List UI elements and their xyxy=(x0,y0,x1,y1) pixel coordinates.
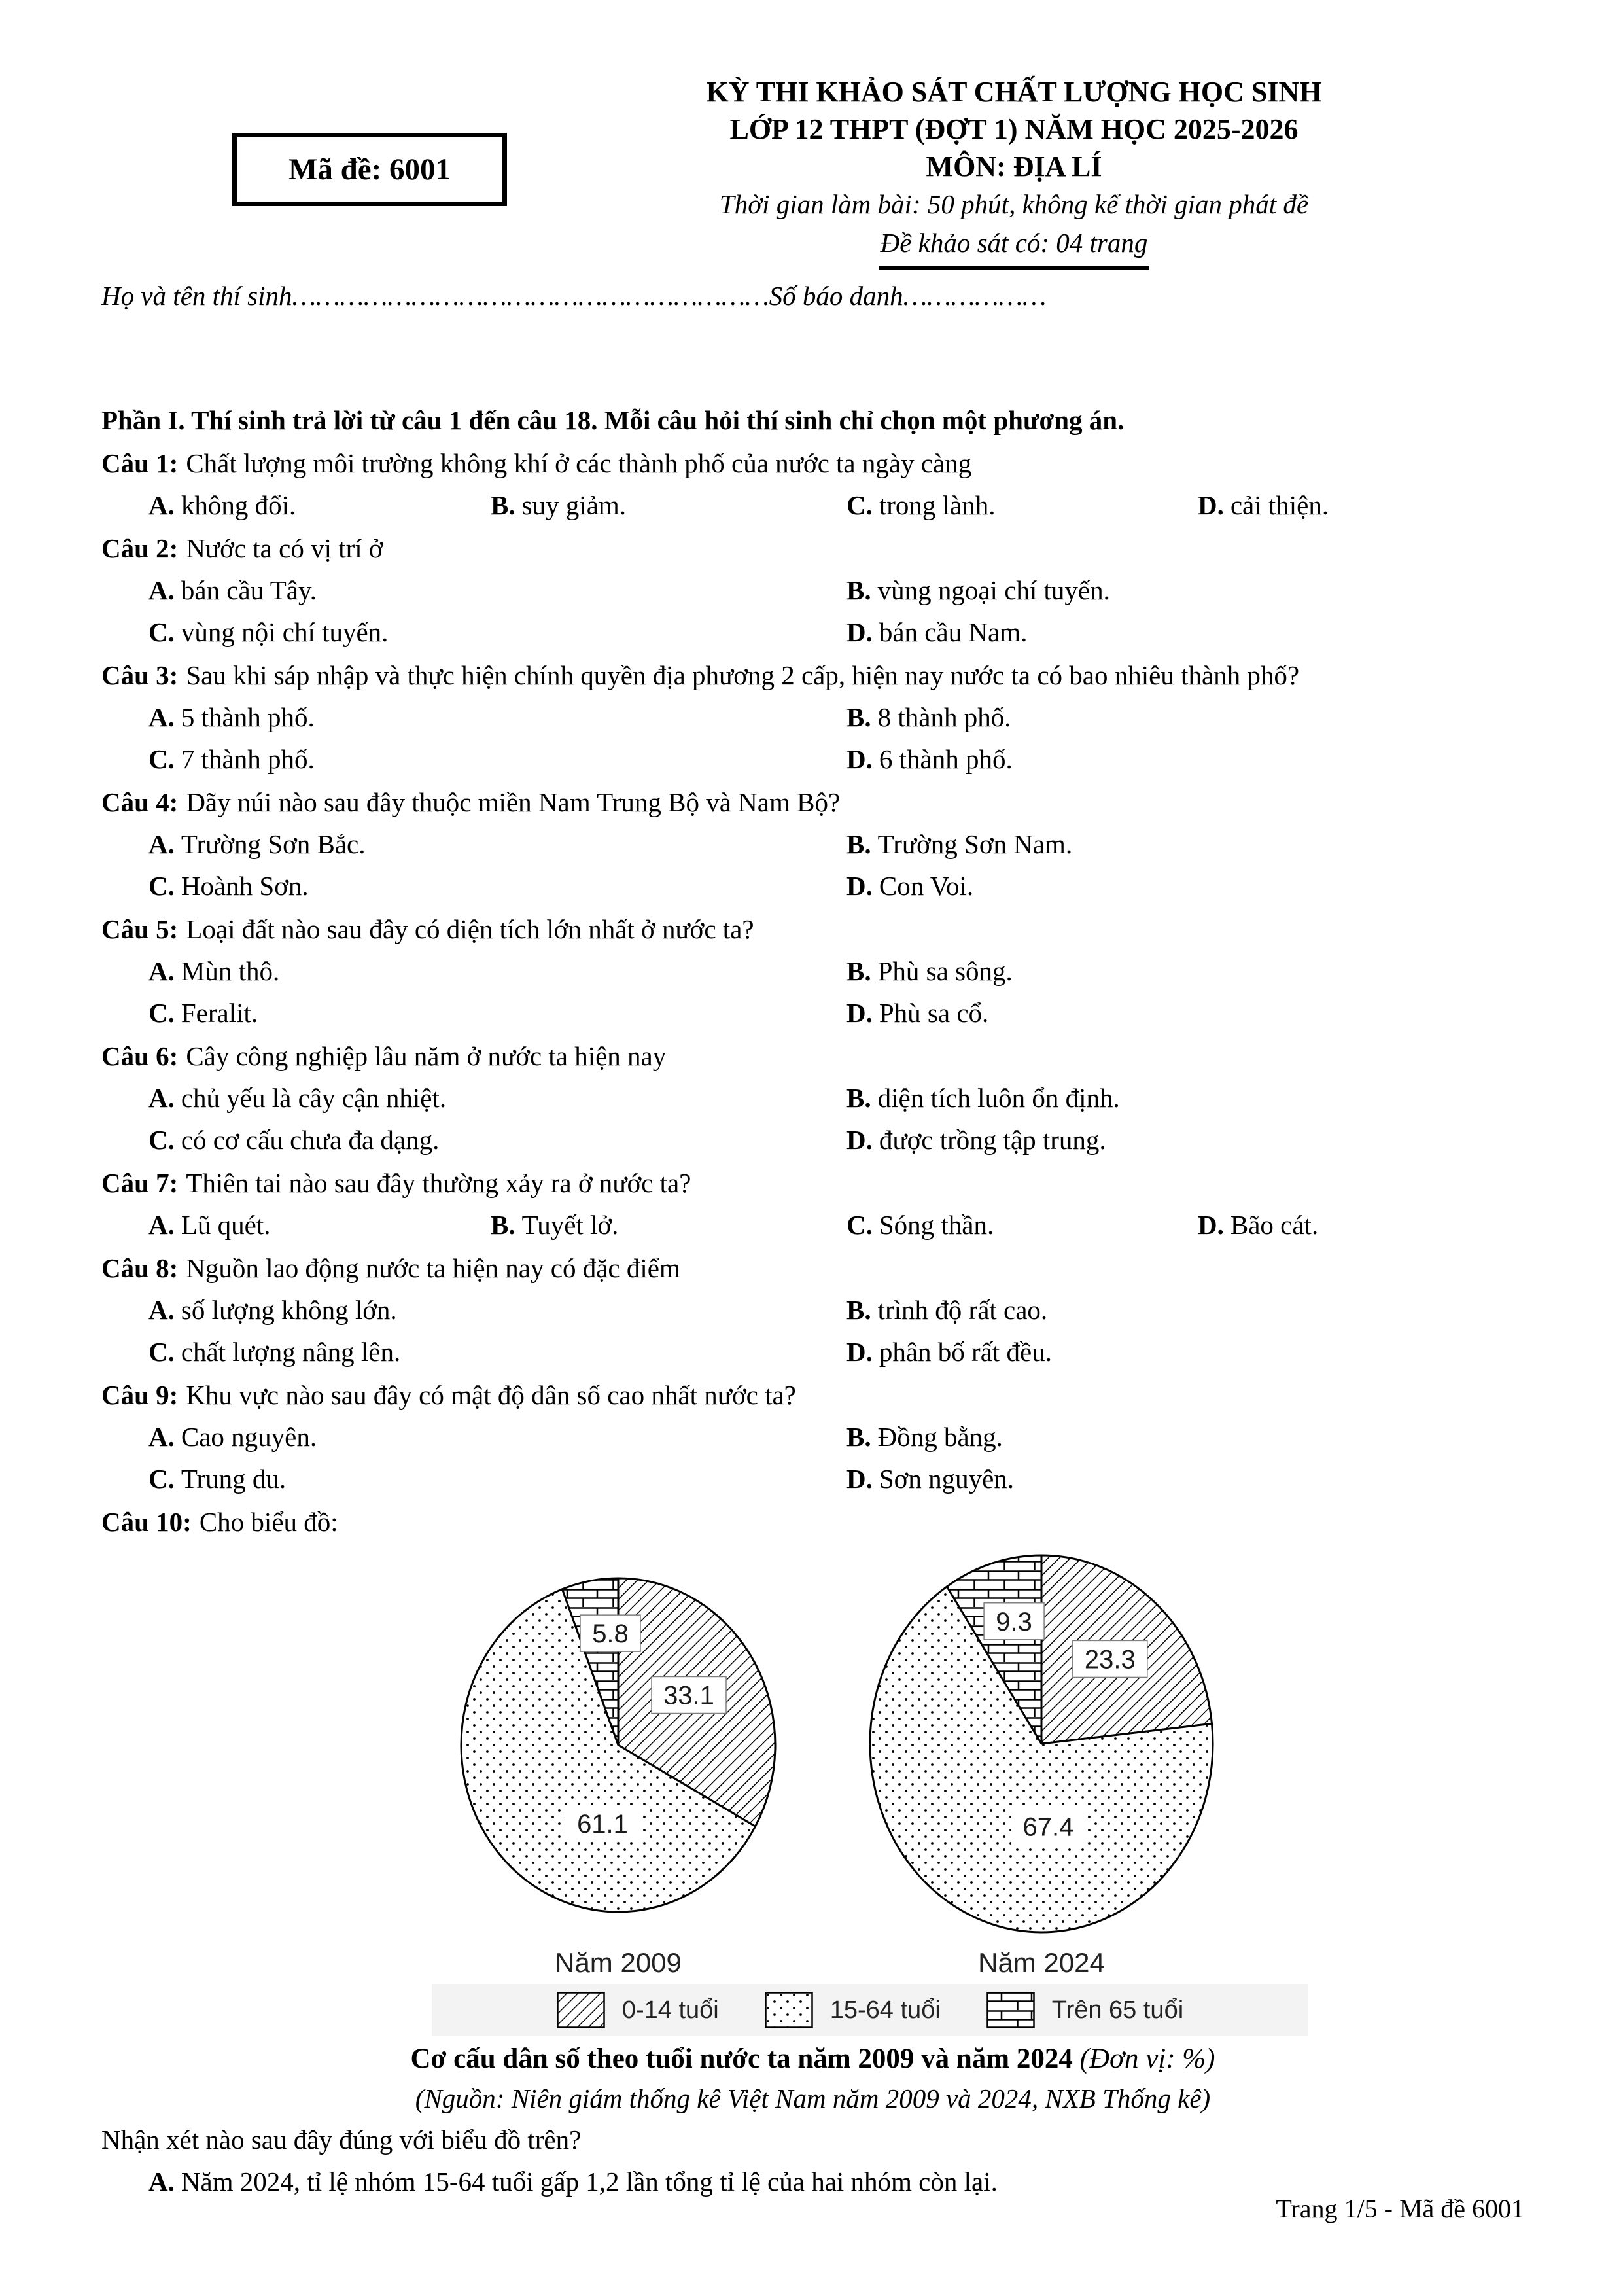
option-d: D. phân bố rất đều. xyxy=(846,1337,1052,1367)
question-5-line xyxy=(101,908,1524,950)
legend-label: 15-64 tuổi xyxy=(829,1996,941,2024)
question-4-options xyxy=(101,823,1524,907)
option-a: A. 5 thành phố. xyxy=(148,702,315,732)
option-d: D. Con Voi. xyxy=(846,871,974,901)
exam-code-box xyxy=(232,133,507,206)
question-text: Khu vực nào sau đây có mật độ dân số cao nhất nước ta? xyxy=(186,1380,796,1410)
question-5-options xyxy=(101,950,1524,1034)
dots-swatch-icon xyxy=(765,1992,813,2028)
option-c: C. trong lành. xyxy=(846,490,996,520)
exam-title-line2: LỚP 12 THPT (ĐỢT 1) NĂM HỌC 2025-2026 xyxy=(729,113,1299,145)
legend-item-0-14 xyxy=(557,1989,719,2031)
question-text: Loại đất nào sau đây có diện tích lớn nhất ở nước ta? xyxy=(186,914,754,944)
question-9 xyxy=(101,1374,1524,1500)
question-3 xyxy=(101,654,1524,780)
question-number: Câu 4: xyxy=(101,787,179,817)
option-b: B. diện tích luôn ổn định. xyxy=(846,1083,1120,1113)
question-6-options xyxy=(101,1077,1524,1161)
question-4 xyxy=(101,781,1524,907)
option-d: D. Sơn nguyên. xyxy=(846,1464,1015,1494)
option-c: C. Sóng thần. xyxy=(846,1210,994,1240)
option-d: D. Bão cát. xyxy=(1198,1210,1319,1240)
exam-body xyxy=(0,399,1623,2202)
question-number: Câu 8: xyxy=(101,1253,179,1283)
option-c: C. vùng nội chí tuyến. xyxy=(148,617,389,647)
question-number: Câu 9: xyxy=(101,1380,179,1410)
question-text: Nguồn lao động nước ta hiện nay có đặc điểm xyxy=(186,1253,680,1283)
time-note: Thời gian làm bài: 50 phút, không kể thời gian phát đề xyxy=(719,189,1309,219)
candidate-number-label: Số báo danh xyxy=(769,281,903,311)
option-c: C. Trung du. xyxy=(148,1464,287,1494)
exam-code: Mã đề: 6001 xyxy=(288,152,451,186)
option-a: A. số lượng không lớn. xyxy=(148,1295,397,1325)
question-text: Nước ta có vị trí ở xyxy=(186,533,383,563)
option-b: B. suy giảm. xyxy=(491,490,627,520)
question-10 xyxy=(101,1501,1524,2202)
question-2-options xyxy=(101,569,1524,653)
exam-title-line1: KỲ THI KHẢO SÁT CHẤT LƯỢNG HỌC SINH xyxy=(706,76,1322,108)
legend-item-15-64 xyxy=(765,1989,941,2031)
question-text: Dãy núi nào sau đây thuộc miền Nam Trung Bộ và Nam Bộ? xyxy=(186,787,841,817)
question-number: Câu 10: xyxy=(101,1507,192,1537)
pages-note: Đề khảo sát có: 04 trang xyxy=(879,224,1149,270)
value-label: 9.3 xyxy=(996,1607,1032,1636)
chart-caption-unit: (Đơn vị: %) xyxy=(1079,2043,1215,2074)
option-d: D. cải thiện. xyxy=(1198,490,1329,520)
option-a: A. Mùn thô. xyxy=(148,956,280,986)
option-b: B. Trường Sơn Nam. xyxy=(846,829,1073,859)
question-7-line xyxy=(101,1162,1524,1204)
question-7-options xyxy=(101,1204,1524,1246)
question-text: Chất lượng môi trường không khí ở các thành phố của nước ta ngày càng xyxy=(186,448,972,478)
question-3-line xyxy=(101,654,1524,696)
exam-subject: MÔN: ĐỊA LÍ xyxy=(926,150,1102,183)
option-a: A. chủ yếu là cây cận nhiệt. xyxy=(148,1083,447,1113)
candidate-name-label: Họ và tên thí sinh xyxy=(101,281,292,311)
option-c: C. chất lượng nâng lên. xyxy=(148,1337,401,1367)
question-1-options xyxy=(101,484,1524,526)
legend-label: 0-14 tuổi xyxy=(621,1996,719,2024)
chart-caption xyxy=(101,2040,1524,2078)
page-footer: Trang 1/5 - Mã đề 6001 xyxy=(1276,2194,1524,2223)
legend-label: Trên 65 tuổi xyxy=(1051,1996,1184,2024)
option-c: C. Feralit. xyxy=(148,998,258,1028)
question-2 xyxy=(101,527,1524,653)
question-9-line xyxy=(101,1374,1524,1416)
option-d: D. bán cầu Nam. xyxy=(846,617,1028,647)
question-6 xyxy=(101,1035,1524,1161)
option-d: D. 6 thành phố. xyxy=(846,744,1013,774)
option-d: D. được trồng tập trung. xyxy=(846,1125,1106,1155)
candidate-line xyxy=(101,280,1524,311)
question-3-options xyxy=(101,696,1524,780)
question-8-line xyxy=(101,1247,1524,1289)
option-c: C. Hoành Sơn. xyxy=(148,871,309,901)
option-c: C. 7 thành phố. xyxy=(148,744,315,774)
option-a: A. bán cầu Tây. xyxy=(148,575,317,605)
pie-charts-canvas xyxy=(432,1552,1308,1945)
option-b: B. vùng ngoại chí tuyến. xyxy=(846,575,1110,605)
question-number: Câu 2: xyxy=(101,533,179,563)
pie-year-labels xyxy=(432,1946,1308,1980)
option-a: A. Năm 2024, tỉ lệ nhóm 15-64 tuổi gấp 1,2 lần tổng tỉ lệ của hai nhóm còn lại. xyxy=(148,2166,998,2197)
population-pie-chart-figure xyxy=(432,1552,1308,2036)
section-1-heading: Phần I. Thí sinh trả lời từ câu 1 đến câu 18. Mỗi câu hỏi thí sinh chỉ chọn một phương án. xyxy=(101,405,1125,435)
candidate-number-dots: ……………… xyxy=(903,281,1047,311)
pie-chart-2024 xyxy=(870,1555,1213,1932)
question-8 xyxy=(101,1247,1524,1373)
question-number: Câu 3: xyxy=(101,660,179,690)
question-text: Thiên tai nào sau đây thường xảy ra ở nước ta? xyxy=(186,1168,691,1198)
chart-legend xyxy=(432,1984,1308,2036)
option-b: B. Tuyết lở. xyxy=(491,1210,619,1240)
question-10-line xyxy=(101,1501,1524,1543)
question-text: Cây công nghiệp lâu năm ở nước ta hiện nay xyxy=(186,1041,667,1071)
title-block xyxy=(510,73,1518,270)
option-d: D. Phù sa cổ. xyxy=(846,998,989,1028)
value-label: 67.4 xyxy=(1022,1812,1074,1842)
pie-chart-2009 xyxy=(461,1578,775,1912)
option-a: A. không đổi. xyxy=(148,490,296,520)
question-text: Cho biểu đồ: xyxy=(199,1507,338,1537)
question-1-line xyxy=(101,442,1524,484)
pie-title-2009: Năm 2009 xyxy=(555,1947,682,1978)
option-b: B. trình độ rất cao. xyxy=(846,1295,1048,1325)
option-b: B. 8 thành phố. xyxy=(846,702,1011,732)
question-7 xyxy=(101,1162,1524,1246)
question-text: Sau khi sáp nhập và thực hiện chính quyền địa phương 2 cấp, hiện nay nước ta có bao nhiêu thành phố? xyxy=(186,660,1300,690)
question-9-options xyxy=(101,1416,1524,1500)
option-b: B. Đồng bằng. xyxy=(846,1422,1003,1452)
candidate-name-dots: …………………………………………………… xyxy=(292,281,769,311)
brick-swatch-icon xyxy=(986,1992,1035,2028)
chart-source: (Nguồn: Niên giám thống kê Việt Nam năm 2009 và 2024, NXB Thống kê) xyxy=(415,2083,1211,2113)
question-10-followup: Nhận xét nào sau đây đúng với biểu đồ trên? xyxy=(101,2125,582,2155)
chart-caption-text: Cơ cấu dân số theo tuổi nước ta năm 2009 và năm 2024 xyxy=(410,2043,1073,2074)
option-a: A. Cao nguyên. xyxy=(148,1422,317,1452)
question-2-line xyxy=(101,527,1524,569)
hatch-swatch-icon xyxy=(557,1992,605,2028)
option-b: B. Phù sa sông. xyxy=(846,956,1013,986)
option-c: C. có cơ cấu chưa đa dạng. xyxy=(148,1125,440,1155)
option-a: A. Trường Sơn Bắc. xyxy=(148,829,366,859)
legend-item-over-65 xyxy=(986,1989,1183,2031)
question-number: Câu 7: xyxy=(101,1168,179,1198)
question-6-line xyxy=(101,1035,1524,1077)
pie-title-2024: Năm 2024 xyxy=(978,1947,1105,1978)
value-label: 61.1 xyxy=(577,1809,628,1839)
question-8-options xyxy=(101,1289,1524,1373)
question-5 xyxy=(101,908,1524,1034)
question-number: Câu 1: xyxy=(101,448,179,478)
question-number: Câu 5: xyxy=(101,914,179,944)
value-label: 33.1 xyxy=(663,1681,714,1710)
option-a: A. Lũ quét. xyxy=(148,1210,271,1240)
question-1 xyxy=(101,442,1524,526)
value-label: 5.8 xyxy=(592,1619,629,1649)
question-4-line xyxy=(101,781,1524,823)
page-header xyxy=(0,0,1623,399)
question-number: Câu 6: xyxy=(101,1041,179,1071)
value-label: 23.3 xyxy=(1084,1645,1136,1674)
